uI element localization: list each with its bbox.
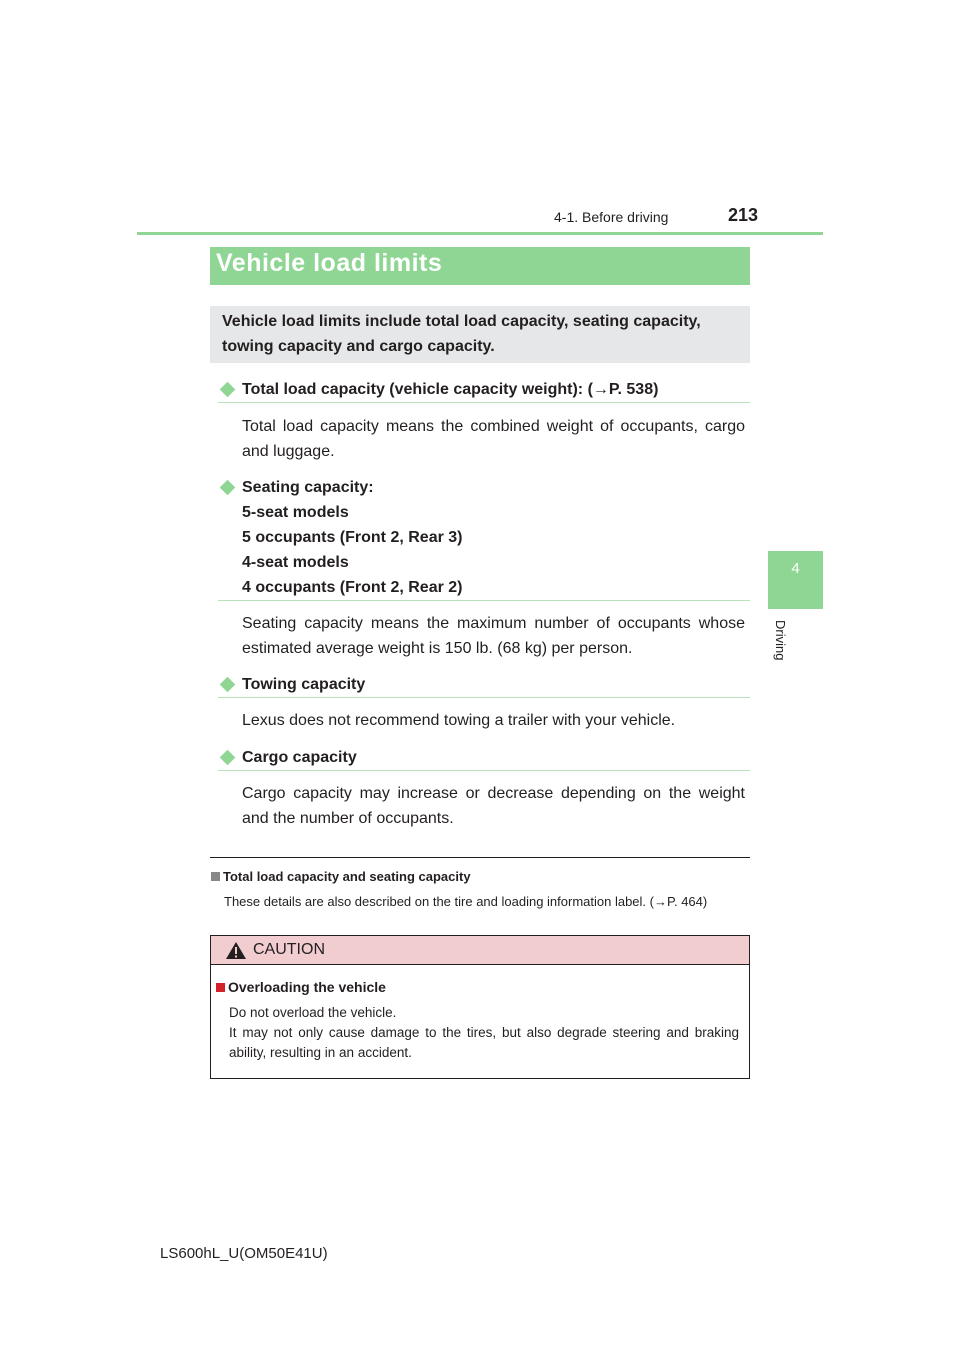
caution-header — [211, 936, 749, 965]
body-seating-capacity: Seating capacity means the maximum number of occupants whose estimated average weight is 150 lb. (68 kg) per person. — [242, 615, 745, 657]
header-rule — [137, 232, 823, 235]
page-number: 213 — [728, 205, 759, 225]
body-towing-capacity: Lexus does not recommend towing a trailer with your vehicle. — [242, 712, 676, 729]
diamond-bullet-icon — [220, 677, 236, 693]
chapter-label — [770, 620, 790, 680]
note-text: These details are also described on the tire and loading information label. (→P. 464) — [224, 894, 708, 909]
heading-total-load: Total load capacity (vehicle capacity weight): (→P. 538) — [218, 377, 750, 403]
footer-model-code: LS600hL_U(OM50E41U) — [160, 1245, 328, 1262]
intro-box: Vehicle load limits include total load capacity, seating capacity, towing capacity and cargo capacity. — [210, 306, 750, 363]
body-cargo-capacity: Cargo capacity may increase or decrease depending on the weight and the number of occupants. — [242, 785, 745, 827]
note-divider — [210, 857, 750, 858]
body-total-load: Total load capacity means the combined weight of occupants, cargo and luggage. — [242, 418, 745, 460]
caution-text: Do not overload the vehicle. It may not only cause damage to the tires, but also degrade steering and braking ability, resulting in an accident. — [229, 1005, 739, 1060]
diamond-bullet-icon — [220, 750, 236, 766]
diamond-bullet-icon — [220, 382, 236, 398]
chapter-label-text: Driving — [773, 620, 788, 661]
page-title-bar — [210, 247, 750, 285]
diamond-bullet-icon — [220, 480, 236, 496]
caution-box — [210, 935, 750, 1079]
heading-towing-capacity: Towing capacity — [218, 672, 750, 698]
chapter-number: 4 — [791, 560, 800, 577]
note-heading: Total load capacity and seating capacity — [211, 869, 471, 884]
caution-heading: Overloading the vehicle — [216, 979, 386, 995]
square-bullet-icon — [216, 983, 225, 992]
caution-label: CAUTION — [253, 941, 325, 958]
heading-cargo-capacity: Cargo capacity — [218, 745, 750, 771]
square-bullet-icon — [211, 872, 220, 881]
page-title: Vehicle load limits — [216, 249, 443, 277]
chapter-tab — [768, 551, 823, 609]
header-section-title: 4-1. Before driving — [554, 209, 669, 225]
warning-triangle-icon — [225, 941, 247, 960]
heading-seating-capacity: Seating capacity: 5-seat models 5 occupants (Front 2, Rear 3) 4-seat models 4 occupants (Front 2, Rear 2) — [218, 475, 750, 601]
